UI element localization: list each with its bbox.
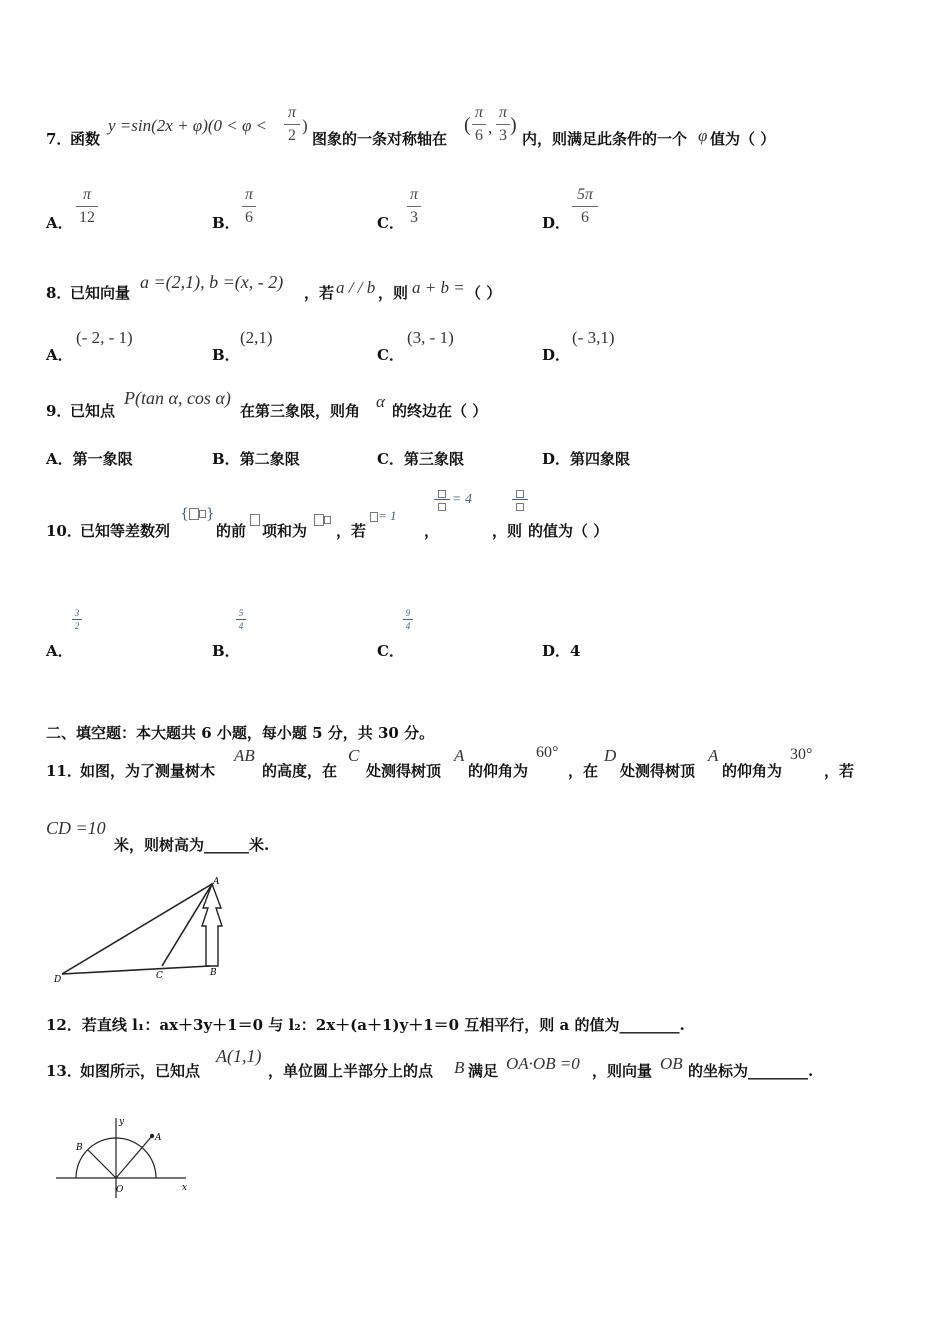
q7-option-c-fraction: π 3 — [407, 186, 421, 227]
q10-option-d-value: 4 — [570, 642, 581, 660]
q9-option-a-value: 第一象限 — [72, 450, 133, 468]
q11-cd: CD =10 — [46, 818, 106, 838]
q11-a1: A — [454, 746, 465, 765]
q10-condition2-value: = 4 — [452, 492, 472, 507]
q9-option-c-value: 第三象限 — [403, 450, 464, 468]
q8-expression: a + b = — [412, 278, 465, 297]
q11-label-a: A — [213, 877, 220, 887]
q10-mid4: ， — [424, 522, 440, 540]
q7-interval-open: ( — [464, 114, 471, 136]
q10-option-d[interactable] — [542, 640, 580, 661]
q13-figure — [52, 1112, 194, 1202]
q11-t5: ，在 — [568, 762, 599, 780]
q8-option-c-value: (3, - 1) — [407, 328, 454, 347]
q8-option-b-label: B． — [212, 346, 240, 364]
q13-ob: OB — [660, 1054, 683, 1073]
q8-option-c-label: C． — [377, 346, 404, 364]
q13-t5: 的坐标为________. — [688, 1062, 814, 1080]
q12-text: 若直线 l₁：ax＋3y＋1＝0 与 l₂：2x＋(a＋1)y＋1＝0 互相平行，则 a 的值为________. — [81, 1016, 685, 1034]
q9-option-b-label: B． — [212, 450, 240, 468]
q10-condition2-fraction — [434, 488, 450, 511]
q10-number: 10． — [46, 522, 82, 540]
q10-mid1: 的前 — [216, 522, 247, 540]
q13-point: A(1,1) — [216, 1046, 262, 1066]
q12-number: 12． — [46, 1016, 82, 1034]
q10-option-b-fraction: 5 4 — [236, 608, 246, 631]
q10-condition1 — [370, 508, 397, 524]
q7-number: 7． — [46, 130, 72, 148]
q11-ab: AB — [234, 746, 255, 765]
q9-tail: 的终边在（ ） — [392, 402, 488, 420]
q7-interval-a-num: π — [474, 104, 483, 121]
q7-interval-comma: , — [488, 118, 493, 137]
q7-func-close: ) — [302, 116, 308, 135]
q10-sequence-symbol: { } — [180, 506, 215, 522]
q11-d: D — [604, 746, 617, 765]
q11-line-db — [62, 966, 210, 974]
q7-interval-b-num: π — [498, 104, 507, 121]
q7-interval-a-den: 6 — [475, 127, 483, 144]
q13-label-o: O — [116, 1185, 124, 1195]
q8-number: 8． — [46, 284, 72, 302]
q9-lead: 已知点 — [70, 402, 116, 420]
q9-option-c[interactable] — [377, 448, 464, 469]
q7-function: y =sin(2x + φ)(0 < φ < — [108, 116, 268, 135]
q13-label-a: A — [155, 1133, 162, 1143]
q7-interval-b — [496, 104, 510, 145]
q9-option-b-value: 第二象限 — [239, 450, 300, 468]
q8-mid: ，若 — [304, 284, 335, 302]
q11-line-ca — [162, 884, 212, 966]
q11-figure — [52, 874, 232, 986]
q8-condition: a / / b — [336, 278, 376, 297]
q11-angle2: 30° — [790, 746, 813, 763]
q13-label-y: y — [119, 1117, 125, 1127]
q9-option-b[interactable] — [212, 448, 300, 469]
q11-t4: 的仰角为 — [468, 762, 529, 780]
q11-t6: 处测得树顶 — [620, 762, 696, 780]
q10-option-d-label: D． — [542, 642, 571, 660]
q13-label-x: x — [182, 1183, 188, 1193]
q13-number: 13． — [46, 1062, 82, 1080]
q10-tail: 的值为（ ） — [528, 522, 609, 540]
q10-target-fraction — [512, 488, 528, 511]
q7-tail1: 内，则满足此条件的一个 — [522, 130, 688, 148]
q9-option-a-label: A． — [46, 450, 73, 468]
q10-option-c-fraction: 9 4 — [403, 608, 413, 631]
q10-lead: 已知等差数列 — [80, 522, 171, 540]
q7-func-frac-den: 2 — [288, 127, 296, 144]
q11-label-b: B — [210, 968, 217, 978]
q11-a2: A — [708, 746, 719, 765]
q13-label-b: B — [76, 1143, 83, 1153]
q9-option-d[interactable] — [542, 448, 630, 469]
q10-condition1-value: = 1 — [378, 508, 397, 523]
q9-point: P(tan α, cos α) — [124, 388, 231, 408]
q7-option-d-label: D． — [542, 214, 571, 232]
q8-option-d-value: (- 3,1) — [572, 328, 615, 347]
q13-condition: OA·OB =0 — [506, 1054, 580, 1073]
q7-option-b-label: B． — [212, 214, 240, 232]
q7-tail2: 值为（ ） — [710, 130, 776, 148]
q13-t3: 满足 — [468, 1062, 499, 1080]
q11-label-c: C — [156, 971, 163, 981]
q8-option-b-value: (2,1) — [240, 328, 273, 347]
q7-option-b-fraction: π 6 — [242, 186, 256, 227]
q10-option-b-label: B． — [212, 642, 240, 660]
q10-sn-placeholder — [314, 510, 331, 528]
q10-mid3: ，若 — [336, 522, 367, 540]
q7-func-frac-num: π — [287, 104, 296, 121]
q10-option-a-label: A． — [46, 642, 73, 660]
q10-option-c-label: C． — [377, 642, 404, 660]
q11-t3: 处测得树顶 — [366, 762, 442, 780]
q7-option-d-fraction: 5π 6 — [572, 186, 598, 227]
q11-angle1: 60° — [536, 744, 559, 761]
q8-mid2: ，则 — [378, 284, 409, 302]
q10-mid2: 项和为 — [262, 522, 308, 540]
q11-t1: 如图，为了测量树木 — [80, 762, 216, 780]
q13-b: B — [454, 1058, 465, 1077]
q8-lead: 已知向量 — [70, 284, 131, 302]
q9-mid: 在第三象限，则角 — [240, 402, 361, 420]
q9-number: 9． — [46, 402, 72, 420]
q9-option-d-value: 第四象限 — [570, 450, 631, 468]
section2-title: 二、填空题：本大题共 6 小题，每小题 5 分，共 30 分。 — [46, 724, 435, 742]
q7-option-a-label: A． — [46, 214, 73, 232]
q9-option-a[interactable] — [46, 448, 133, 469]
q7-option-a-fraction: π 12 — [76, 186, 98, 227]
q7-func-fraction — [284, 104, 300, 145]
q11-t9: 米，则树高为______米. — [114, 836, 270, 854]
q8-option-a-label: A． — [46, 346, 73, 364]
q7-interval-b-den: 3 — [499, 127, 507, 144]
q10-option-a-fraction: 3 2 — [72, 608, 82, 631]
q11-line-da — [62, 884, 212, 974]
q8-tail: （ ） — [466, 284, 502, 302]
q11-label-d: D — [54, 975, 62, 985]
q7-interval-close: ) — [510, 114, 517, 136]
q11-c: C — [348, 746, 360, 765]
q11-t8: ，若 — [824, 762, 855, 780]
q7-phi: φ — [698, 126, 708, 145]
q13-t4: ，则向量 — [592, 1062, 653, 1080]
q9-alpha: α — [376, 392, 385, 411]
q7-mid: 图象的一条对称轴在 — [312, 130, 448, 148]
q13-t1: 如图所示，已知点 — [80, 1062, 201, 1080]
q11-t2: 的高度，在 — [262, 762, 338, 780]
q8-option-a-value: (- 2, - 1) — [76, 328, 133, 347]
q10-n-placeholder — [250, 510, 260, 528]
q9-option-c-label: C． — [377, 450, 404, 468]
q13-t2: ，单位圆上半部分上的点 — [268, 1062, 434, 1080]
q10-mid5: ，则 — [492, 522, 523, 540]
q7-lead: 函数 — [70, 130, 101, 148]
q7-option-c-label: C． — [377, 214, 404, 232]
q7-interval-a — [472, 104, 486, 145]
q12-stem — [46, 1014, 685, 1035]
q11-t7: 的仰角为 — [722, 762, 783, 780]
q8-option-d-label: D． — [542, 346, 571, 364]
q13-line-ob — [88, 1150, 116, 1178]
q11-number: 11． — [46, 762, 82, 780]
q13-point-a-dot — [150, 1134, 154, 1138]
q9-option-d-label: D． — [542, 450, 571, 468]
q8-vectors: a =(2,1), b =(x, - 2) — [140, 272, 284, 292]
